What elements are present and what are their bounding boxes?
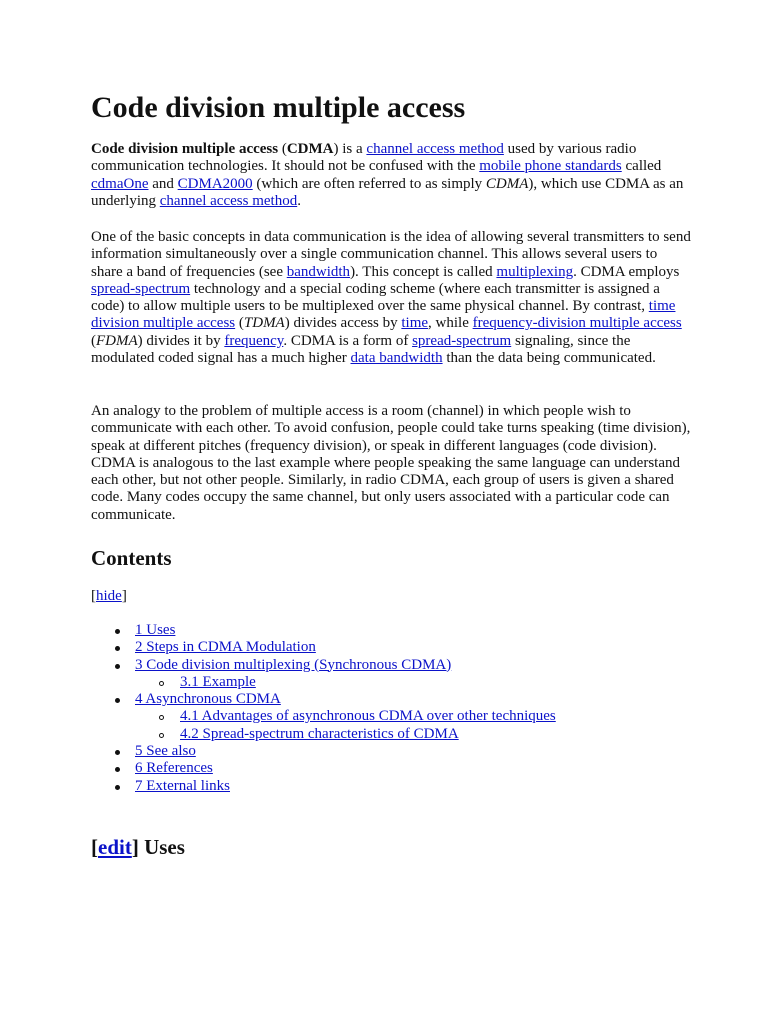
text-span: technology and a special coding scheme (where each transmitter is assigned a code) to allow multiple users to be multiplexed over the same physical channel. By contrast, (91, 280, 660, 315)
text-span: One of the basic concepts in data communication is the idea of allowing several transmitters to send information simultaneously over a single communication channel. This allows several users to share a band of frequencies (see (91, 229, 691, 280)
link-fdma[interactable]: frequency-division multiple access (472, 315, 682, 332)
toc-subitem (91, 674, 556, 691)
text-span: ). This concept is called (350, 263, 497, 280)
text-span: called (621, 158, 662, 175)
page-title: Code division multiple access (91, 91, 466, 124)
intro-paragraph (91, 141, 691, 210)
italic-term: CDMA (485, 175, 529, 192)
toc-link-example[interactable]: 3.1 Example (180, 673, 256, 690)
link-bandwidth[interactable]: bandwidth (286, 263, 351, 280)
text-span: ) divides it by (137, 332, 225, 349)
toc-item (91, 691, 556, 708)
italic-term: FDMA (96, 332, 138, 349)
toc-link-external-links[interactable]: 7 External links (135, 777, 230, 794)
toc-item (91, 778, 556, 795)
text-span: ) is a (333, 141, 367, 157)
hide-toc-link[interactable]: hide (96, 588, 122, 604)
circle-bullet-icon (159, 715, 164, 720)
text-span: . CDMA employs (573, 263, 680, 280)
table-of-contents (91, 622, 556, 795)
text-span: ) divides access by (284, 315, 402, 332)
text-span: and (148, 175, 178, 192)
bullet-icon (115, 629, 120, 634)
toc-link-characteristics[interactable]: 4.2 Spread-spectrum characteristics of CDMA (180, 725, 459, 742)
toc-item (91, 657, 556, 674)
toc-subitem (91, 726, 556, 743)
uses-section-heading (91, 833, 185, 861)
bullet-icon (115, 785, 120, 790)
bullet-icon (115, 698, 120, 703)
bold-term: CDMA (286, 141, 334, 157)
link-mobile-phone-standards[interactable]: mobile phone standards (479, 158, 622, 175)
edit-section-link[interactable]: edit (98, 835, 132, 859)
toc-link-asynchronous[interactable]: 4 Asynchronous CDMA (135, 691, 281, 708)
text-span: . (297, 192, 301, 209)
toc-subitem (91, 708, 556, 725)
section-title: Uses (138, 835, 185, 859)
text-span: used by various radio communication technologies. It should not be confused with the (91, 141, 637, 175)
bold-term: Code division multiple access (91, 141, 279, 157)
text-span: ( (278, 141, 287, 157)
circle-bullet-icon (159, 733, 164, 738)
text-span: ), which use CDMA as an underlying (91, 175, 684, 209)
link-channel-access-method[interactable]: channel access method (366, 141, 504, 157)
text-span: . CDMA is a form of (283, 332, 413, 349)
text-span: signaling, since the modulated coded signal has a much higher (91, 332, 631, 367)
toc-link-see-also[interactable]: 5 See also (135, 743, 196, 760)
italic-term: TDMA (243, 315, 285, 332)
link-spread-spectrum[interactable]: spread-spectrum (91, 280, 191, 297)
bracket: ] (131, 835, 139, 859)
contents-heading: Contents (91, 546, 172, 570)
text-span: , while (428, 315, 473, 332)
toc-item (91, 743, 556, 760)
link-time[interactable]: time (401, 315, 429, 332)
bullet-icon (115, 750, 120, 755)
link-tdma[interactable]: time division multiple access (91, 298, 676, 332)
text-span: than the data being communicated. (442, 350, 656, 367)
text-span: ( (91, 332, 96, 349)
toc-item (91, 760, 556, 777)
link-channel-access-method-2[interactable]: channel access method (159, 192, 298, 209)
toc-item (91, 639, 556, 656)
bullet-icon (115, 646, 120, 651)
toc-link-synchronous[interactable]: 3 Code division multiplexing (Synchronous CDMA) (135, 656, 452, 673)
bullet-icon (115, 767, 120, 772)
concepts-paragraph (91, 229, 691, 367)
circle-bullet-icon (159, 681, 164, 686)
analogy-paragraph: An analogy to the problem of multiple access is a room (channel) in which people wish to communicate with each other. To avoid confusion, people could take turns speaking (time division), speak at different pitches (frequency division), or speak in different languages (code division). CDMA is analogous to the last example where people speaking the same language can understand each other, but not other people. Similarly, in radio CDMA, each group of users is given a shared code. Many codes occupy the same channel, but only users associated with a particular code can communicate. (91, 403, 691, 523)
link-frequency[interactable]: frequency (224, 332, 284, 349)
link-multiplexing[interactable]: multiplexing (496, 263, 574, 280)
link-data-bandwidth[interactable]: data bandwidth (350, 350, 443, 367)
toc-toggle (91, 587, 127, 605)
text-span: (which are often referred to as simply (252, 175, 486, 192)
toc-link-uses[interactable]: 1 Uses (135, 622, 176, 638)
link-spread-spectrum-2[interactable]: spread-spectrum (412, 332, 512, 349)
toc-item (91, 622, 556, 639)
toc-link-advantages[interactable]: 4.1 Advantages of asynchronous CDMA over other techniques (180, 708, 556, 725)
bracket: [ (91, 835, 98, 859)
bracket: [ (91, 588, 96, 604)
bullet-icon (115, 664, 120, 669)
link-cdma2000[interactable]: CDMA2000 (177, 175, 253, 192)
text-span: ( (235, 315, 244, 332)
bracket: ] (121, 588, 127, 604)
toc-link-steps[interactable]: 2 Steps in CDMA Modulation (135, 639, 316, 656)
link-cdmaone[interactable]: cdmaOne (91, 175, 149, 192)
toc-link-references[interactable]: 6 References (135, 760, 213, 777)
